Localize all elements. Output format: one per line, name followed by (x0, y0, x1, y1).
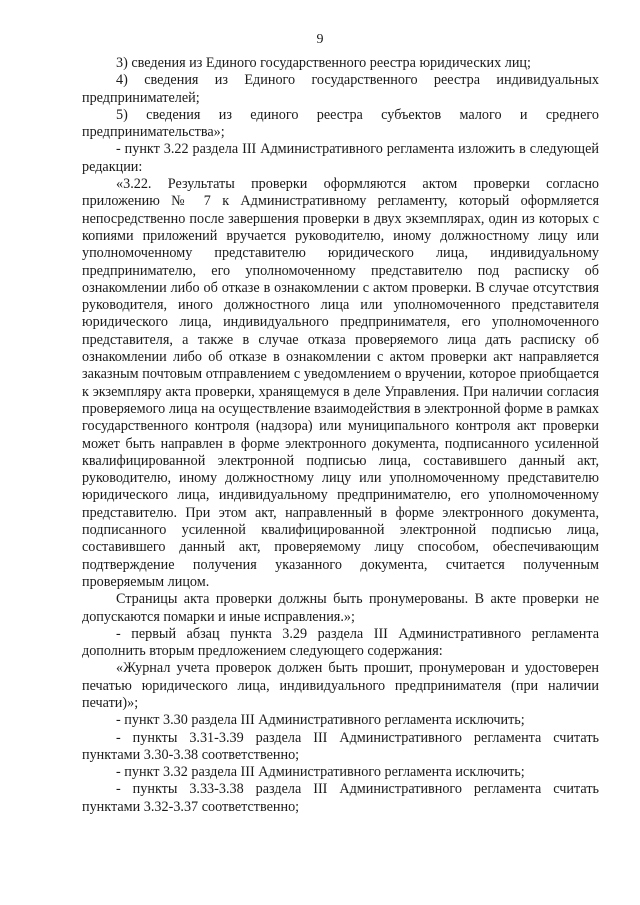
paragraph-amend-3-22: - пункт 3.22 раздела III Административного регламента изложить в следующей редакции: (82, 141, 599, 175)
paragraph-renumber-3-33: - пункты 3.33-3.38 раздела III Административного регламента считать пунктами 3.32-3.37 соответственно; (82, 781, 599, 815)
paragraph-3-22-text: «3.22. Результаты проверки оформляются актом проверки согласно приложению № 7 к Административному регламенту, который оформляется непосредственно после завершения проверки в двух экземплярах, один из которых с копиями приложений вручается руководителю, иному должностному лицу или уполномоченному представителю юридического лица, индивидуальному предпринимателю, его уполномоченному представителю под расписку об ознакомлении либо об отказе в ознакомлении с актом проверки. В случае отсутствия руководителя, иного должностного лица или уполномоченного представителя юридического лица, индивидуального предпринимателя, его уполномоченного представителя, а также в случае отказа проверяемого лица дать расписку об ознакомлении либо об отказе в ознакомлении с актом проверки акт направляется заказным почтовым отправлением с уведомлением о вручении, которое приобщается к экземпляру акта проверки, хранящемуся в деле Управления. При наличии согласия проверяемого лица на осуществление взаимодействия в электронной форме в рамках государственного контроля (надзора) или муниципального контроля акт проверки может быть направлен в форме электронного документа, подписанного усиленной квалифицированной электронной подписью лица, составившего данный акт, руководителю, иному должностному лицу или уполномоченному представителю юридического лица, индивидуальному предпринимателю, его уполномоченному представителю. При этом акт, направленный в форме электронного документа, подписанного усиленной квалифицированной электронной подписью лица, составившего данный акт, проверяемому лицу способом, обеспечивающим подтверждение получения указанного документа, считается полученным проверяемым лицом. (82, 176, 599, 590)
page-number: 9 (316, 32, 324, 47)
paragraph-journal-text: «Журнал учета проверок должен быть прошит, пронумерован и удостоверен печатью юридического лица, индивидуального предпринимателя (при наличии печати)»; (82, 660, 599, 711)
paragraph-amend-3-29: - первый абзац пункта 3.29 раздела III Административного регламента дополнить вторым предложением следующего содержания: (82, 625, 599, 660)
paragraph-exclude-3-30: - пункт 3.30 раздела III Административного регламента исключить; (116, 712, 525, 729)
document-body (82, 55, 599, 816)
paragraph-exclude-3-32: - пункт 3.32 раздела III Административного регламента исключить; (116, 764, 525, 781)
paragraph-msp-registry: 5) сведения из единого реестра субъектов малого и среднего предпринимательства»; (82, 106, 599, 141)
paragraph-egrul: 3) сведения из Единого государственного реестра юридических лиц; (116, 55, 531, 71)
paragraph-renumber-3-31: - пункты 3.31-3.39 раздела III Административного регламента считать пунктами 3.30-3.38 соответственно; (82, 729, 599, 763)
paragraph-act-pages: Страницы акта проверки должны быть пронумерованы. В акте проверки не допускаются помарки и иные исправления.»; (82, 591, 599, 625)
paragraph-egrip: 4) сведения из Единого государственного реестра индивидуальных предпринимателей; (82, 72, 599, 106)
